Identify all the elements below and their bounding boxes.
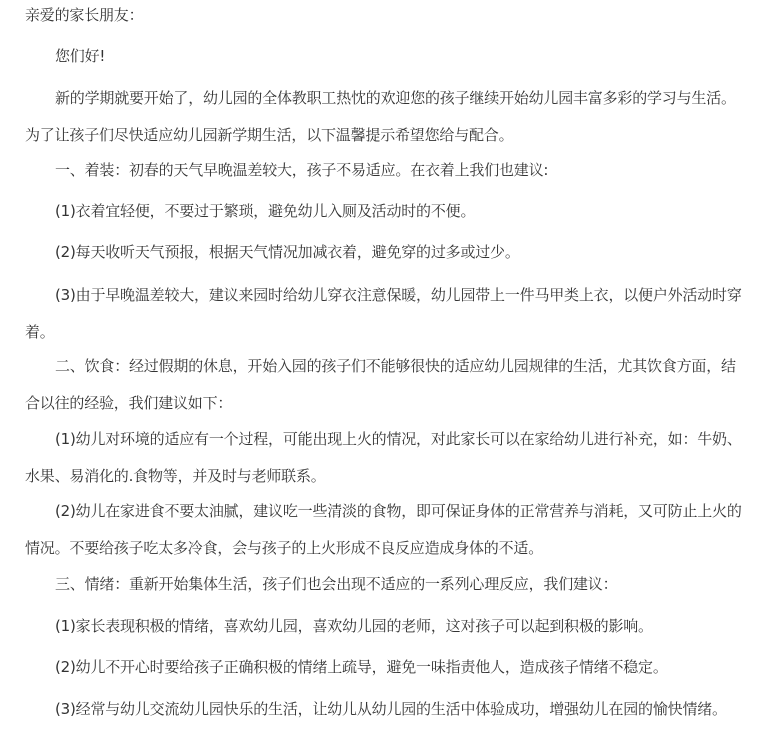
diet-item-2: (2)幼儿在家进食不要太油腻，建议吃一些清淡的食物，即可保证身体的正常营养与消耗，又可防止上火的情况。不要给孩子吃太多冷食，会与孩子的上火形成不良反应造成身体的不适。 bbox=[25, 502, 742, 557]
diet-item-1: (1)幼儿对环境的适应有一个过程，可能出现上火的情况，对此家长可以在家给幼儿进行补充，如：牛奶、水果、易消化的.食物等，并及时与老师联系。 bbox=[25, 430, 742, 485]
clothing-heading: 一、着装：初春的天气早晚温差较大，孩子不易适应。在衣着上我们也建议: bbox=[55, 161, 549, 179]
salutation: 亲爱的家长朋友： bbox=[25, 6, 144, 24]
diet-heading: 二、饮食：经过假期的休息，开始入园的孩子们不能够很快的适应幼儿园规律的生活，尤其饮食方面，结合以往的经验，我们建议如下： bbox=[25, 357, 736, 412]
greeting: 您们好! bbox=[55, 47, 106, 65]
intro-paragraph: 新的学期就要开始了，幼儿园的全体教职工热忱的欢迎您的孩子继续开始幼儿园丰富多彩的学习与生活。为了让孩子们尽快适应幼儿园新学期生活，以下温馨提示希望您给与配合。 bbox=[25, 89, 736, 144]
clothing-item-3: (3)由于早晚温差较大，建议来园时给幼儿穿衣注意保暖，幼儿园带上一件马甲类上衣，以便户外活动时穿着。 bbox=[25, 286, 742, 341]
clothing-item-2: (2)每天收听天气预报，根据天气情况加减衣着，避免穿的过多或过少。 bbox=[55, 243, 520, 261]
clothing-item-1: (1)衣着宜轻便，不要过于繁琐，避免幼儿入厕及活动时的不便。 bbox=[55, 202, 476, 220]
emotion-heading: 三、情绪：重新开始集体生活，孩子们也会出现不适应的一系列心理反应，我们建议： bbox=[55, 575, 618, 593]
emotion-item-2: (2)幼儿不开心时要给孩子正确积极的情绪上疏导，避免一味指责他人，造成孩子情绪不稳定。 bbox=[55, 658, 668, 676]
emotion-item-1: (1)家长表现积极的情绪，喜欢幼儿园，喜欢幼儿园的老师，这对孩子可以起到积极的影响。 bbox=[55, 617, 653, 635]
emotion-item-3: (3)经常与幼儿交流幼儿园快乐的生活，让幼儿从幼儿园的生活中体验成功，增强幼儿在园的愉快情绪。 bbox=[55, 700, 727, 718]
